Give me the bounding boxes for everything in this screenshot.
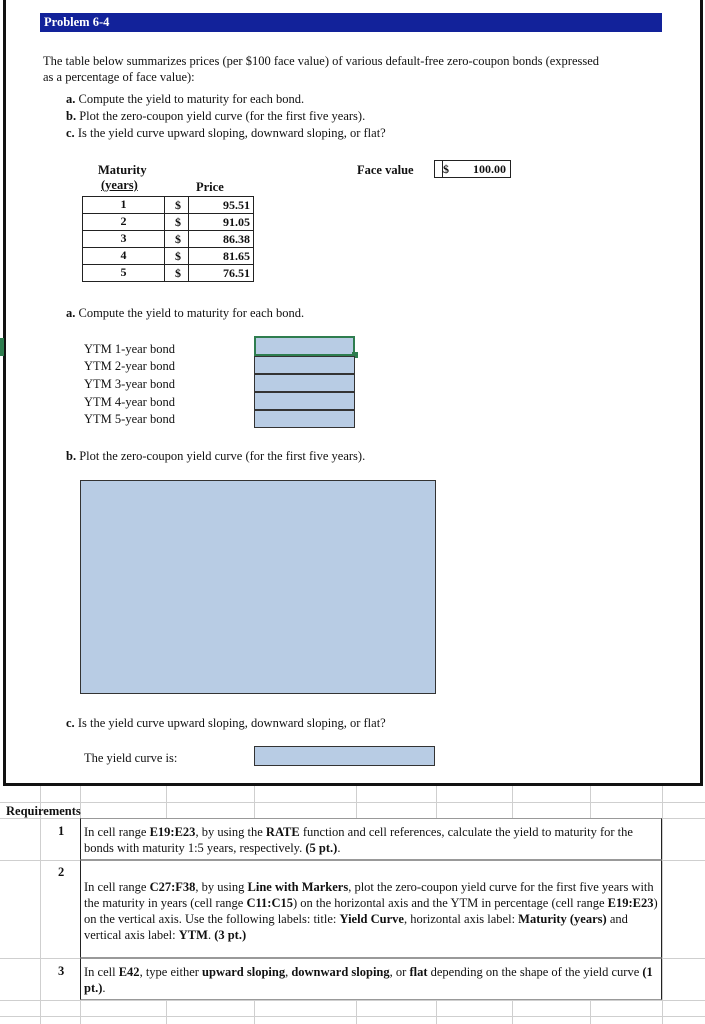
ytm-input-2[interactable] [254, 356, 355, 374]
requirement-text-run: . [207, 928, 215, 942]
requirement-bold-term: E42 [118, 965, 140, 979]
price-value: 76.51 [223, 266, 250, 280]
face-value-currency: $ [443, 162, 449, 176]
price-currency: $ [175, 249, 181, 263]
header-years: (years) [101, 178, 138, 192]
requirement-bold-term: Maturity (years) [518, 912, 607, 926]
requirement-text-2 [84, 879, 662, 943]
face-value-cell[interactable] [434, 160, 511, 178]
part-letter: b. [66, 449, 77, 463]
requirement-text-run: , by using the [195, 825, 266, 839]
price-currency: $ [175, 198, 181, 212]
table-cell-years[interactable]: 5 [82, 264, 165, 282]
requirement-number-3: 3 [58, 964, 65, 978]
requirement-bold-term: (5 pt.) [305, 841, 338, 855]
requirement-text-3 [84, 964, 658, 996]
price-divider [164, 213, 189, 231]
item-text: Plot the zero-coupon yield curve (for the first five years). [79, 109, 366, 123]
active-row-indicator [0, 338, 4, 356]
table-cell-years[interactable]: 2 [82, 213, 165, 231]
requirement-bold-term: Line with Markers [247, 880, 349, 894]
grid-column-line [662, 786, 663, 1024]
price-currency: $ [175, 266, 181, 280]
requirement-text-run: In cell range [84, 825, 150, 839]
table-cell-years[interactable]: 3 [82, 230, 165, 248]
part-text: Plot the zero-coupon yield curve (for the first five years). [79, 449, 366, 463]
requirement-bold-term: flat [409, 965, 428, 979]
ytm-input-4[interactable] [254, 392, 355, 410]
chart-placeholder-area[interactable] [80, 480, 436, 694]
requirement-bold-term: YTM [178, 928, 208, 942]
requirement-bold-term: (3 pt.) [214, 928, 247, 942]
requirement-text-run: , plot the zero-coupon yield curve for the first five years with the maturity in years (cell range [84, 880, 654, 910]
requirement-text-run: depending on the shape of the yield curve [427, 965, 643, 979]
intro-item-a [66, 92, 304, 107]
requirement-bold-term: RATE [265, 825, 300, 839]
price-currency: $ [175, 232, 181, 246]
requirement-text-run: , type either [139, 965, 203, 979]
grid-column-line [40, 786, 41, 1024]
requirement-number-2: 2 [58, 865, 65, 879]
price-value: 91.05 [223, 215, 250, 229]
requirement-text-run: , or [389, 965, 410, 979]
intro-line-2: as a percentage of face value): [43, 70, 195, 84]
problem-title: Problem 6-4 [40, 13, 662, 32]
price-currency: $ [175, 215, 181, 229]
price-value: 95.51 [223, 198, 250, 212]
header-price: Price [196, 180, 224, 194]
part-text: Compute the yield to maturity for each bond. [78, 306, 305, 320]
grid-row-line [0, 1000, 705, 1001]
requirement-bold-term: E19:E23 [607, 896, 654, 910]
requirement-text-run: . [102, 981, 106, 995]
requirement-bold-term: Yield Curve [339, 912, 404, 926]
ytm-label-3: YTM 3-year bond [84, 377, 175, 391]
part-b-heading [66, 449, 365, 464]
ytm-input-3[interactable] [254, 374, 355, 392]
requirement-bold-term: C27:F38 [149, 880, 196, 894]
part-a-heading [66, 306, 304, 321]
intro-line-1: The table below summarizes prices (per $100 face value) of various default-free zero-coupon bonds (expressed [43, 54, 600, 68]
requirement-bold-term: upward sloping [202, 965, 286, 979]
part-c-heading [66, 716, 386, 731]
price-value: 86.38 [223, 232, 250, 246]
requirement-text-run: function and cell references, calculate the yield to maturity for the bonds with maturity 1:5 years, respectively. [84, 825, 633, 855]
requirement-text-1 [84, 824, 658, 856]
item-text: Compute the yield to maturity for each bond. [78, 92, 305, 106]
requirement-text-run: , horizontal axis label: [403, 912, 519, 926]
part-letter: c. [66, 716, 75, 730]
requirement-text-run: and vertical axis label: [84, 912, 628, 942]
item-text: Is the yield curve upward sloping, downward sloping, or flat? [77, 126, 386, 140]
item-letter: c. [66, 126, 75, 140]
face-value-label: Face value [357, 163, 414, 177]
part-letter: a. [66, 306, 76, 320]
price-divider [164, 196, 189, 214]
item-letter: b. [66, 109, 77, 123]
requirement-bold-term: (1 pt.) [84, 965, 653, 995]
price-divider [164, 247, 189, 265]
requirement-text-run: In cell [84, 965, 119, 979]
yield-curve-answer-input[interactable] [254, 746, 435, 766]
part-text: Is the yield curve upward sloping, downward sloping, or flat? [77, 716, 386, 730]
grid-row-line [0, 1016, 705, 1017]
requirement-bold-term: downward sloping [291, 965, 390, 979]
table-cell-years[interactable]: 1 [82, 196, 165, 214]
intro-item-b [66, 109, 365, 124]
ytm-input-5[interactable] [254, 410, 355, 428]
price-value: 81.65 [223, 249, 250, 263]
requirement-bold-term: C11:C15 [246, 896, 293, 910]
table-cell-years[interactable]: 4 [82, 247, 165, 265]
requirement-number-1: 1 [58, 824, 65, 838]
requirement-text-run: . [337, 841, 341, 855]
item-letter: a. [66, 92, 76, 106]
requirement-text-run: , [285, 965, 292, 979]
grid-row-line [0, 802, 705, 803]
requirements-title: Requirements [6, 804, 81, 818]
requirement-text-run: , by using [195, 880, 248, 894]
price-divider [164, 264, 189, 282]
price-divider [164, 230, 189, 248]
ytm-label-2: YTM 2-year bond [84, 359, 175, 373]
intro-item-c [66, 126, 386, 141]
ytm-label-5: YTM 5-year bond [84, 412, 175, 426]
ytm-input-1[interactable] [254, 336, 355, 356]
face-value-divider [434, 160, 443, 178]
header-maturity: Maturity [98, 163, 147, 177]
face-value-amount: 100.00 [473, 162, 506, 176]
ytm-label-4: YTM 4-year bond [84, 395, 175, 409]
requirement-bold-term: E19:E23 [149, 825, 196, 839]
requirement-text-run: ) on the vertical axis. Use the following labels: title: [84, 896, 658, 926]
yield-curve-answer-label: The yield curve is: [84, 751, 178, 765]
ytm-label-1: YTM 1-year bond [84, 342, 175, 356]
requirement-text-run: In cell range [84, 880, 150, 894]
requirement-text-run: ) on the horizontal axis and the YTM in percentage (cell range [292, 896, 608, 910]
